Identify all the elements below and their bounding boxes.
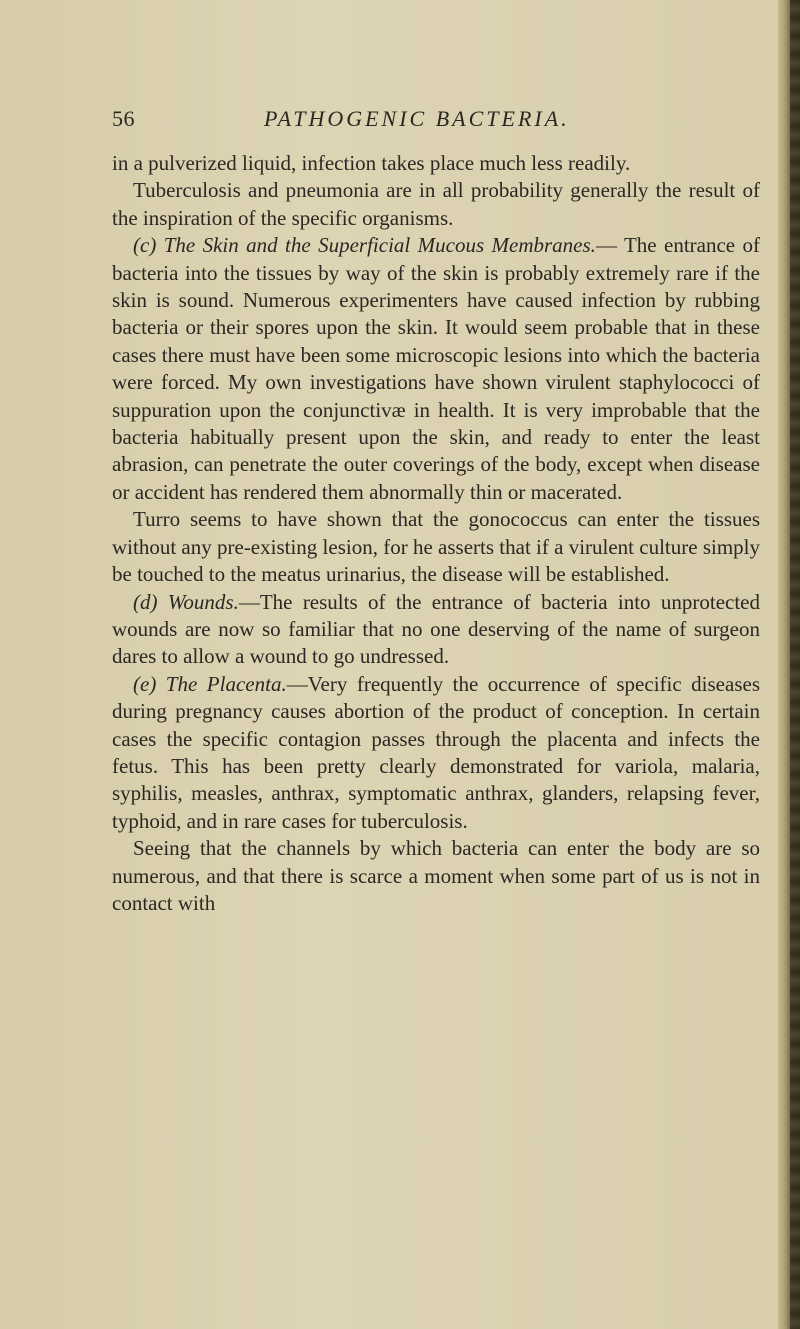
paragraph — [112, 589, 760, 671]
paragraph-text: — The entrance of bacteria into the tissues by way of the skin is probably extremely rare if the skin is sound. Numerous experimenters have caused infection by rubbing bacteria or their spores upon the skin. It would seem probable that in these cases there must have been some microscopic lesions into which the bacteria were forced. My own investigations have shown virulent staphylococci of suppuration upon the conjunctivæ in health. It is very improbable that the bacteria habitually present upon the skin, and ready to enter the least abrasion, can penetrate the outer coverings of the body, except when disease or accident has rendered them abnormally thin or macerated. — [112, 233, 761, 504]
book-binding-edge — [778, 0, 800, 1329]
body-text — [112, 150, 760, 917]
section-heading: (c) The Skin and the Superficial Mucous Membranes. — [133, 233, 596, 258]
paragraph — [112, 177, 760, 232]
page-header — [112, 106, 752, 136]
paragraph — [112, 232, 760, 506]
paragraph-text: —The results of the entrance of bacteria into unprotected wounds are now so familiar that no one deserving of the name of surgeon dares to allow a wound to go undressed. — [112, 589, 761, 669]
paragraph — [112, 150, 760, 177]
paragraph-text: Turro seems to have shown that the gonococcus can enter the tissues without any pre-existing lesion, for he asserts that if a virulent culture simply be touched to the meatus urinarius, the disease will be established. — [112, 507, 760, 587]
paragraph-text: in a pulverized liquid, infection takes place much less readily. — [112, 151, 631, 175]
paragraph — [112, 835, 760, 917]
paragraph-text: —Very frequently the occurrence of specific diseases during pregnancy causes abortion of the product of conception. In certain cases the specific contagion passes through the placenta and infects the fetus. This has been pretty clearly demonstrated for variola, malaria, syphilis, measles, anthrax, symptomatic anthrax, glanders, relapsing fever, typhoid, and in rare cases for tuberculosis. — [112, 671, 760, 833]
page-number: 56 — [112, 106, 135, 131]
running-title: PATHOGENIC BACTERIA. — [264, 106, 570, 131]
section-heading: (d) Wounds. — [133, 589, 239, 614]
paragraph — [112, 506, 760, 588]
paragraph-text: Seeing that the channels by which bacteria can enter the body are so numerous, and that there is scarce a moment when some part of us is not in contact with — [112, 836, 760, 915]
section-heading: (e) The Placenta. — [133, 671, 287, 696]
paragraph — [112, 671, 760, 835]
paragraph-text: Tuberculosis and pneumonia are in all probability generally the result of the inspiration of the specific organisms. — [112, 178, 760, 230]
